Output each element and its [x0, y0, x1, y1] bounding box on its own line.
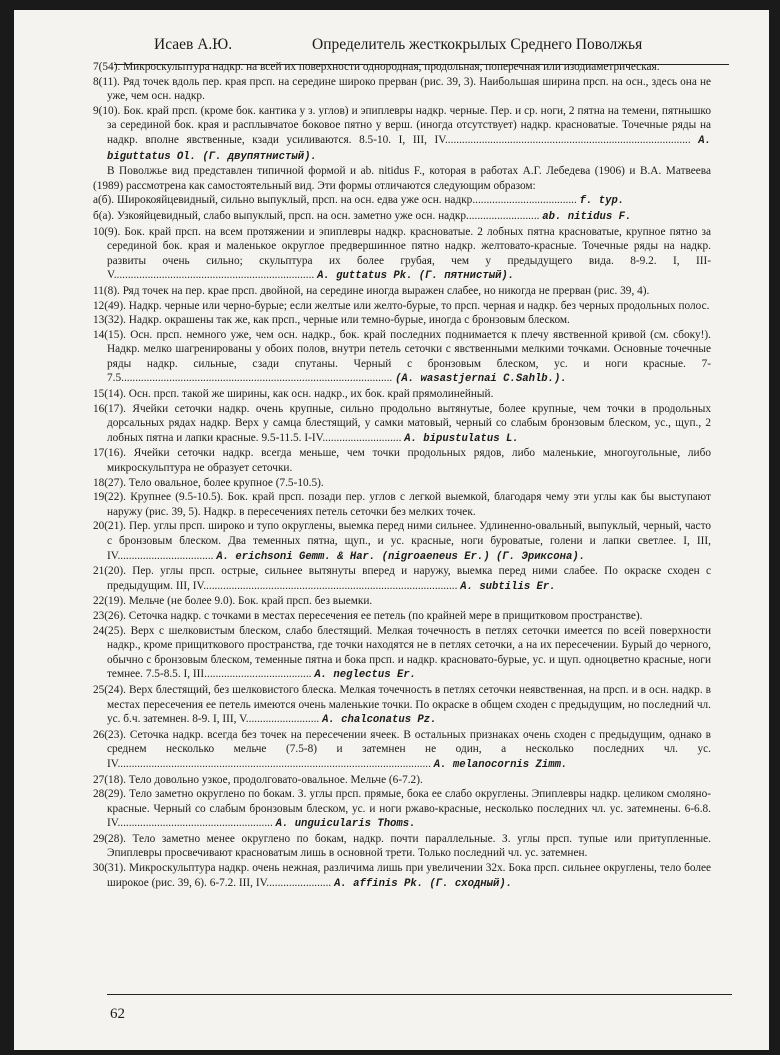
key-entry	[93, 402, 711, 447]
entry-number: 9(10).	[93, 104, 121, 117]
entry-text: Тело заметно менее округлено по бокам, надкр. почти параллельные. З. углы прсп. тупые или притупленные. Эпиплевры просвечивают красноватым лишь в основной трети. Только последний чл. ус. затемнен.	[107, 832, 711, 860]
key-entry	[93, 328, 711, 387]
key-entry	[93, 609, 711, 624]
key-entry	[93, 476, 711, 491]
key-entry	[93, 832, 711, 861]
entry-text: Узкояйцевидный, слабо выпуклый, прсп. на осн. заметно уже осн. надкр..........................	[116, 209, 540, 222]
entry-number: 19(22).	[93, 491, 126, 504]
entry-text: Надкр. черные или черно-бурые; если желтые или желто-бурые, то прсп. черная и надкр. без черных продольных полос.	[128, 299, 710, 312]
key-entry	[93, 313, 711, 328]
entry-number: 13(32).	[93, 314, 126, 327]
entry-number: 28(29).	[93, 788, 126, 801]
entry-number: 22(19).	[93, 595, 126, 608]
entry-number: 23(26).	[93, 609, 126, 622]
species-name: A. chalconatus Pz.	[322, 714, 437, 727]
entry-text: Мельче (не более 9.0). Бок. край прсп. без выемки.	[128, 595, 373, 608]
entry-number: 17(16).	[93, 447, 126, 460]
entry-number: 7(54).	[93, 61, 121, 73]
entry-text: Микроскульптура надкр. на всей их поверхности однородная, продольная, поперечная или изодиаметрическая.	[123, 61, 660, 73]
page-number: 62	[110, 1006, 125, 1022]
entry-number: 12(49).	[93, 299, 126, 312]
entry-number: 21(20).	[93, 565, 126, 578]
entry-number: 27(18).	[93, 773, 126, 786]
species-name: A. guttatus Pk. (Г. пятнистый).	[317, 270, 515, 283]
entry-number: 10(9).	[93, 225, 121, 238]
footer-rule	[107, 994, 732, 995]
species-name: ab. nitidus F.	[542, 210, 632, 223]
entry-text: Ячейки сеточки надкр. очень крупные, сильно продольно вытянутые, более крупные, чем точки в продольных дорсальных рядах надкр. Верх у самца блестящий, у самки матовый, черный со слабым бронзовым блеском, ус., щуп., 2 лобных пятна и лапки красные. 9.5-11.5. I-IV............................	[107, 402, 711, 444]
key-entry	[93, 624, 711, 683]
species-name: f. typ.	[579, 195, 625, 208]
entry-text: Надкр. окрашены так же, как прсп., черные или темно-бурые, иногда с бронзовым блеском.	[128, 314, 570, 327]
entry-text: Осн. прсп. немного уже, чем осн. надкр., бок. край последних поднимается к плечу явственной кривой (см. сбоку!). Надкр. мелко шагренированы у обоих полов, внутри петель сеточки с явственными мелкими точками. Основные точечные ряды надкр. сильные, сзади спутаны. Черный с бронзовым блеском, ус. и ноги красные. 7-7.5................................................................................................	[107, 328, 712, 385]
key-entry	[93, 564, 711, 594]
entry-number: 29(28).	[93, 832, 126, 845]
entry-text: Бок. край прсп. на всем протяжении и эпиплевры надкр. красноватые. 2 лобных пятна красноватые, крупное пятно за серединой бок. края и маленькое округлое предвершинное пятно надкр. желтовато-красные. Точечные ряды на надкр. развиты очень сильно; скульптура их более грубая, чем у предыдущего вида. 8-9.2. I, III-V.......................................................................	[107, 225, 712, 282]
species-name: A. unguicularis Thoms.	[275, 818, 416, 831]
key-entry	[93, 299, 711, 314]
species-name: A. neglectus Er.	[314, 669, 417, 682]
entry-text: В Поволжье вид представлен типичной формой и ab. nitidus F., которая в работах А.Г. Лебедева (1906) и В.А. Матвеева (1989) рассмотрена как самостоятельный вид. Эти формы отличаются следующим образом:	[93, 165, 711, 192]
entry-text: Ряд точек вдоль пер. края прсп. на середине широко прерван (рис. 39, 3). Наибольшая ширина прсп. на осн., здесь она не уже, чем осн. надкр.	[107, 75, 711, 103]
entry-number: 25(24).	[93, 683, 126, 696]
entry-text: Ряд точек на пер. крае прсп. двойной, на середине иногда выражен слабее, но никогда не прерван (рис. 39, 4).	[122, 284, 650, 297]
key-entry	[93, 490, 711, 519]
key-entry	[93, 193, 711, 209]
entry-text: Верх с шелковистым блеском, слабо блестящий. Мелкая точечность в петлях сеточки имеется по всей поверхности надкр., кроме прищиткового пространства, где точки находятся не в петлях сеточки, а на их пересечении. Бурый до черного, обычно с бронзовым блеском, теменные пятна и бока прсп. и надкр. красновато-бурые, ус. и щуп. одноцветно красные, ноги темнее. 7.5-8.5. I, III......................................	[107, 624, 711, 681]
key-text	[93, 60, 711, 891]
key-entry	[93, 773, 711, 788]
key-entry	[93, 861, 711, 891]
entry-text: Ячейки сеточки надкр. всегда меньше, чем точки продольных рядов, либо маленькие, многоугольные, либо микроскульптура не образует сеточки.	[107, 447, 711, 475]
key-entry	[93, 284, 711, 299]
key-entry	[93, 60, 711, 75]
entry-text: Верх блестящий, без шелковистого блеска. Мелкая точечность в петлях сеточки неявственная, на прсп. и в осн. надкр. в местах пересечения ее петель имеются очень маленькие точки. По окраске в общем сходен с предыдущим, но последний чл. ус. б.ч. затемнен. 8-9. I, III, V..........................	[107, 683, 711, 726]
key-entry	[93, 387, 711, 402]
entry-text: Микроскульптура надкр. очень нежная, различима лишь при увеличении 32х. Бока прсп. сильнее округлены, тело более широкое (рис. 39, 6). 6-7.2. III, IV.......................	[107, 862, 711, 889]
key-entry	[93, 519, 711, 564]
entry-text: Бок. край прсп. (кроме бок. кантика у з. углов) и эпиплевры надкр. черные. Пер. и ср. ноги, 2 пятна на темени, пятнышко за серединой бок. края и расплывчатое боковое пятно у верш. (иногда отсутствует) надкр. красноватые. Точечные ряды на надкр. вполне явственные, кзади усиливаются. 8.5-10. I, III, IV.......................................................................................	[107, 104, 711, 146]
entry-number: 18(27).	[93, 476, 126, 489]
species-name: A. subtilis Er.	[460, 580, 556, 593]
key-entry	[93, 594, 711, 609]
entry-text: Сеточка надкр. всегда без точек на пересечении ячеек. В остальных признаках очень сходен с предыдущим, однако в среднем несколько мельче (7.5-8) и затемнен не один, а несколько последних чл. ус. IV...............................................................................................................	[107, 728, 711, 770]
species-name: A. affinis Pk. (Г. сходный).	[334, 877, 513, 890]
species-name: A. biguttatus Ol. (Г. двупятнистый).	[107, 134, 711, 163]
entry-text: Крупнее (9.5-10.5). Бок. край прсп. позади пер. углов с легкой выемкой, благодаря чему эти углы как бы выступают наружу (рис. 39, 5). Надкр. в пересечениях петель сеточки без мелких точек.	[107, 491, 711, 518]
entry-number: 15(14).	[93, 388, 126, 401]
entry-number: 11(8).	[93, 284, 120, 297]
key-entry	[93, 225, 711, 284]
entry-text: Пер. углы прсп. широко и тупо округлены, выемка перед ними сильнее. Удлиненно-овальный, выпуклый, черный, часто с бронзовым блеском. Два теменных пятна, щуп., и ус. красные, ноги буроватые, голени и лапки светлее. I, III, IV..................................	[107, 520, 712, 562]
entry-text: Пер. углы прсп. острые, сильнее вытянуты вперед и наружу, выемка перед ними слабее. По окраске сходен с предыдущим. III, IV..........................................................................................	[107, 565, 711, 592]
header-title: Определитель жесткокрылых Среднего Поволжья	[312, 36, 643, 53]
header-author: Исаев А.Ю.	[154, 36, 233, 53]
key-entry	[93, 164, 711, 193]
entry-text: Сеточка надкр. с точками в местах пересечения ее петель (по крайней мере в прищитковом пространстве).	[128, 609, 643, 622]
entry-number: а(б).	[93, 194, 115, 207]
entry-number: 16(17).	[93, 402, 126, 415]
key-entry	[93, 787, 711, 832]
entry-number: 14(15).	[93, 328, 126, 341]
species-name: A. bipustulatus L.	[404, 432, 519, 445]
key-entry	[93, 683, 711, 728]
entry-text: Тело овальное, более крупное (7.5-10.5).	[128, 476, 324, 489]
entry-number: 26(23).	[93, 728, 126, 741]
key-entry	[93, 446, 711, 475]
entry-number: 8(11).	[93, 75, 120, 88]
entry-text: Тело заметно округлено по бокам. З. углы прсп. прямые, бока ее слабо округлены. Эпиплевры надкр. целиком смоляно-красные. Черный со слабым бронзовым блеском, ус. и ноги ржаво-красные, несколько последних чл. ус. затемнены. 6-6.8. IV.......................................................	[107, 788, 711, 830]
entry-number: 30(31).	[93, 862, 126, 875]
entry-number: 20(21).	[93, 520, 126, 533]
key-entry	[93, 104, 711, 164]
key-entry	[93, 209, 711, 225]
entry-number: б(а).	[93, 209, 115, 222]
species-name: A. melanocornis Zimm.	[433, 758, 568, 771]
entry-text: Осн. прсп. такой же ширины, как осн. надкр., их бок. край прямолинейный.	[128, 388, 494, 401]
species-name: A. erichsoni Gemm. & Har. (nigroaeneus Er.) (Г. Эриксона).	[216, 550, 586, 563]
key-entry	[93, 728, 711, 773]
entry-number: 24(25).	[93, 624, 126, 637]
entry-text: Широкояйцевидный, сильно выпуклый, прсп. на осн. едва уже осн. надкр.....................................	[116, 194, 577, 207]
entry-text: Тело довольно узкое, продолговато-овальное. Мельче (6-7.2).	[128, 773, 423, 786]
species-name: (A. wasastjernai C.Sahlb.).	[395, 373, 567, 386]
key-entry	[93, 75, 711, 104]
